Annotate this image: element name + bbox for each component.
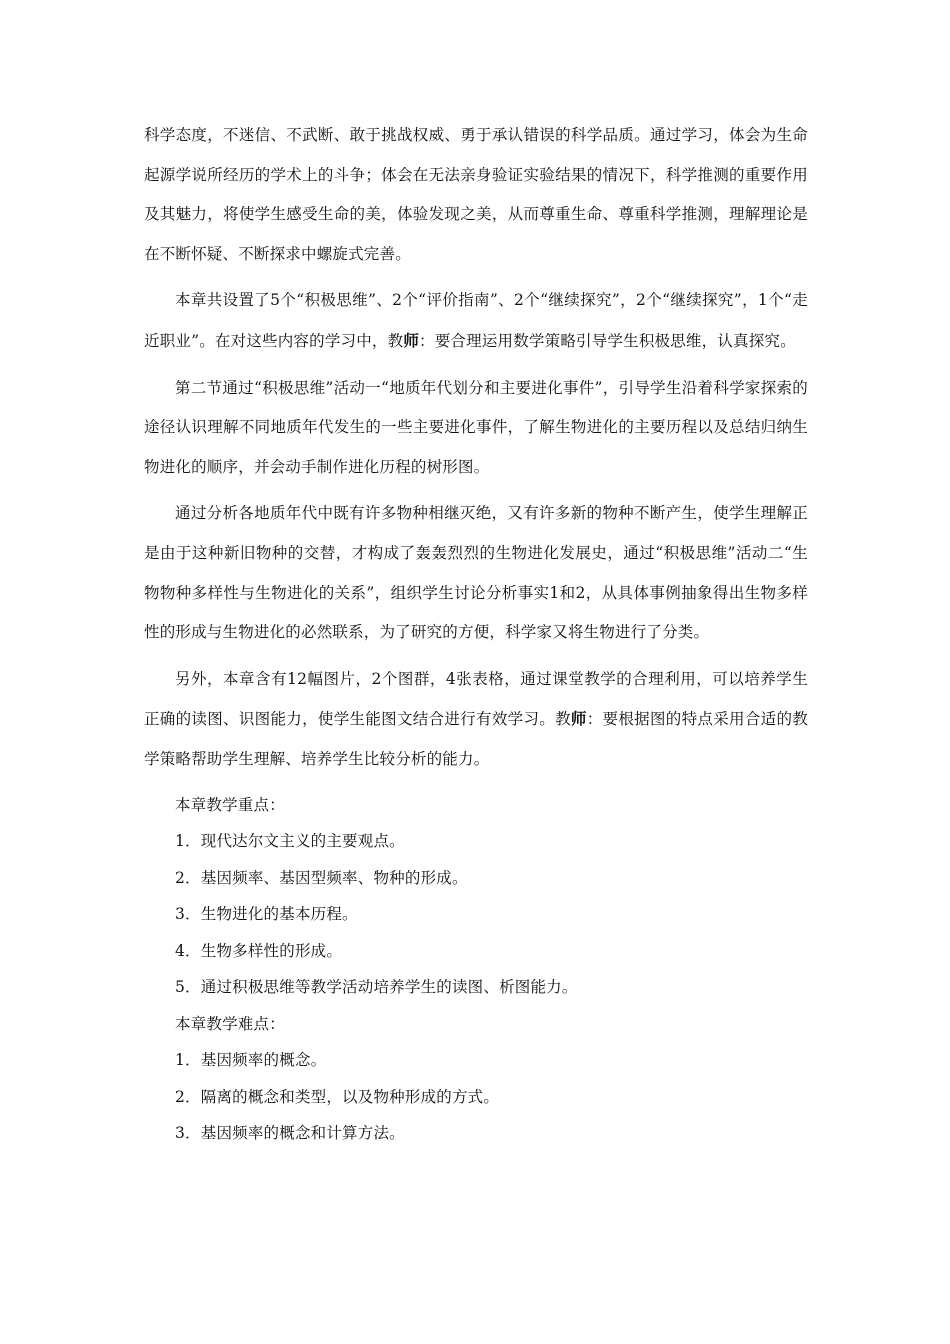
paragraph-text: ：要合理运用数学策略引导学生积极思维，认真探究。 [419, 331, 796, 350]
paragraph-science-attitude: 科学态度，不迷信、不武断、敢于挑战权威、勇于承认错误的科学品质。通过学习，体会为生命起源学说所经历的学术上的斗争；体会在无法亲身验证实验结果的情况下，科学推测的重要作用及其魅力，将使学生感受生命的美，体验发现之美，从而尊重生命、尊重科学推测，理解理论是在不断怀疑、不断探求中螺旋式完善。 [144, 126, 808, 263]
key-point-item: 4．生物多样性的形成。 [175, 941, 343, 960]
paragraph-section-two: 第二节通过“积极思维”活动一“地质年代划分和主要进化事件”，引导学生沿着科学家探索的途径认识理解不同地质年代发生的一些主要进化事件，了解生物进化的主要历程以及总结归纳生物进化的顺序，并会动手制作进化历程的树形图。 [144, 378, 808, 476]
paragraph-figures-tables [144, 660, 808, 780]
key-points-heading: 本章教学重点： [175, 795, 285, 814]
bold-text: 师 [570, 709, 587, 729]
paragraph-text: ：要根据图的特点采用合适的教学策略帮助学生理解、培养学生比较分析的能力。 [144, 710, 808, 768]
difficult-point-item: 2．隔离的概念和类型，以及物种形成的方式。 [175, 1087, 500, 1106]
document-page [144, 116, 808, 1152]
key-point-item: 3．生物进化的基本历程。 [175, 905, 358, 923]
paragraph-text: 另外，本章含有12幅图片，2个图群，4张表格，通过课堂教学的合理利用，可以培养学生正确的读图、识图能力，使学生能图文结合进行有效学习。教 [144, 669, 808, 729]
difficult-point-item: 1．基因频率的概念。 [175, 1051, 327, 1069]
difficult-points-heading: 本章教学难点： [175, 1014, 285, 1033]
paragraph-chapter-settings [144, 281, 808, 361]
paragraph-species-analysis: 通过分析各地质年代中既有许多物种相继灭绝，又有许多新的物种不断产生，使学生理解正是由于这种新旧物种的交替，才构成了轰轰烈烈的生物进化发展史，通过“积极思维”活动二“生物物种多样性与生物进化的关系”，组织学生讨论分析事实1和2，从具体事例抽象得出生物多样性的形成与生物进化的必然联系，为了研究的方便，科学家又将生物进行了分类。 [144, 504, 808, 642]
key-point-item: 2．基因频率、基因型频率、物种的形成。 [175, 868, 468, 887]
difficult-point-item: 3．基因频率的概念和计算方法。 [175, 1124, 405, 1142]
paragraph-text: 本章共设置了5个“积极思维”、2个“评价指南”、2个“继续探究”，2个“继续探究”，1个“走近职业”。在对这些内容的学习中，教 [144, 291, 808, 350]
bold-text: 师 [403, 330, 420, 350]
key-point-item: 5．通过积极思维等教学活动培养学生的读图、析图能力。 [175, 978, 578, 996]
key-point-item: 1．现代达尔文主义的主要观点。 [175, 832, 405, 850]
